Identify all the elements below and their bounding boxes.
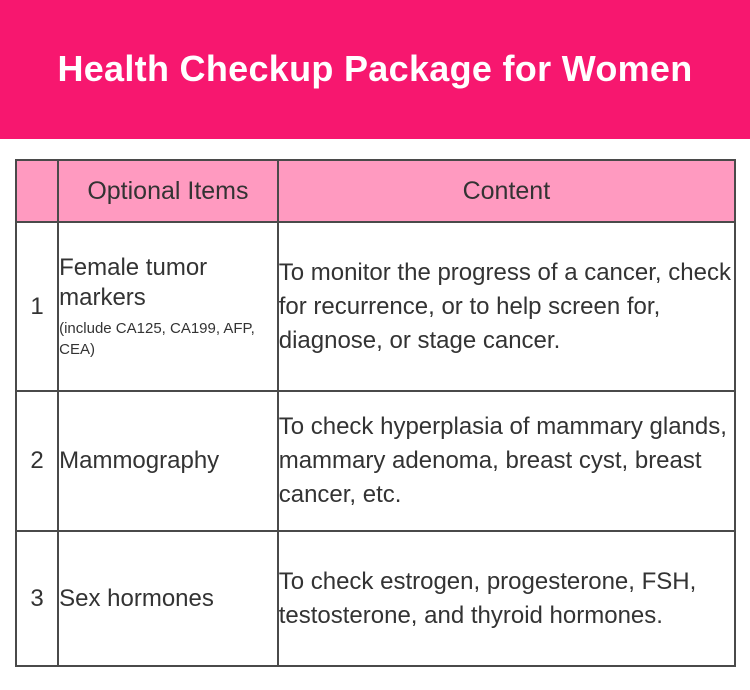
table-row (16, 222, 735, 391)
row-item (58, 391, 278, 531)
package-table (15, 159, 736, 667)
row-content: To check estrogen, progesterone, FSH, testosterone, and thyroid hormones. (278, 531, 735, 666)
header-optional-items: Optional Items (58, 160, 278, 222)
row-content: To monitor the progress of a cancer, check for recurrence, or to help screen for, diagnose, or stage cancer. (278, 222, 735, 391)
item-label: Mammography (59, 447, 220, 474)
row-number: 2 (16, 391, 58, 531)
item-label: Sex hormones (59, 584, 214, 612)
header-content: Content (278, 160, 735, 222)
row-item (58, 222, 278, 391)
table-header-row (16, 160, 735, 222)
row-content: To check hyperplasia of mammary glands, mammary adenoma, breast cyst, breast cancer, etc. (278, 391, 735, 531)
row-number: 1 (16, 222, 58, 391)
header-number (16, 160, 58, 222)
row-item (58, 531, 278, 666)
item-note: (include CA125, CA199, AFP, CEA) (59, 320, 255, 358)
table-row (16, 531, 735, 666)
table-row (16, 391, 735, 531)
item-label: Female tumor markers (59, 254, 208, 311)
row-number: 3 (16, 531, 58, 666)
title-banner (0, 0, 750, 139)
page-title: Health Checkup Package for Women (57, 47, 693, 89)
